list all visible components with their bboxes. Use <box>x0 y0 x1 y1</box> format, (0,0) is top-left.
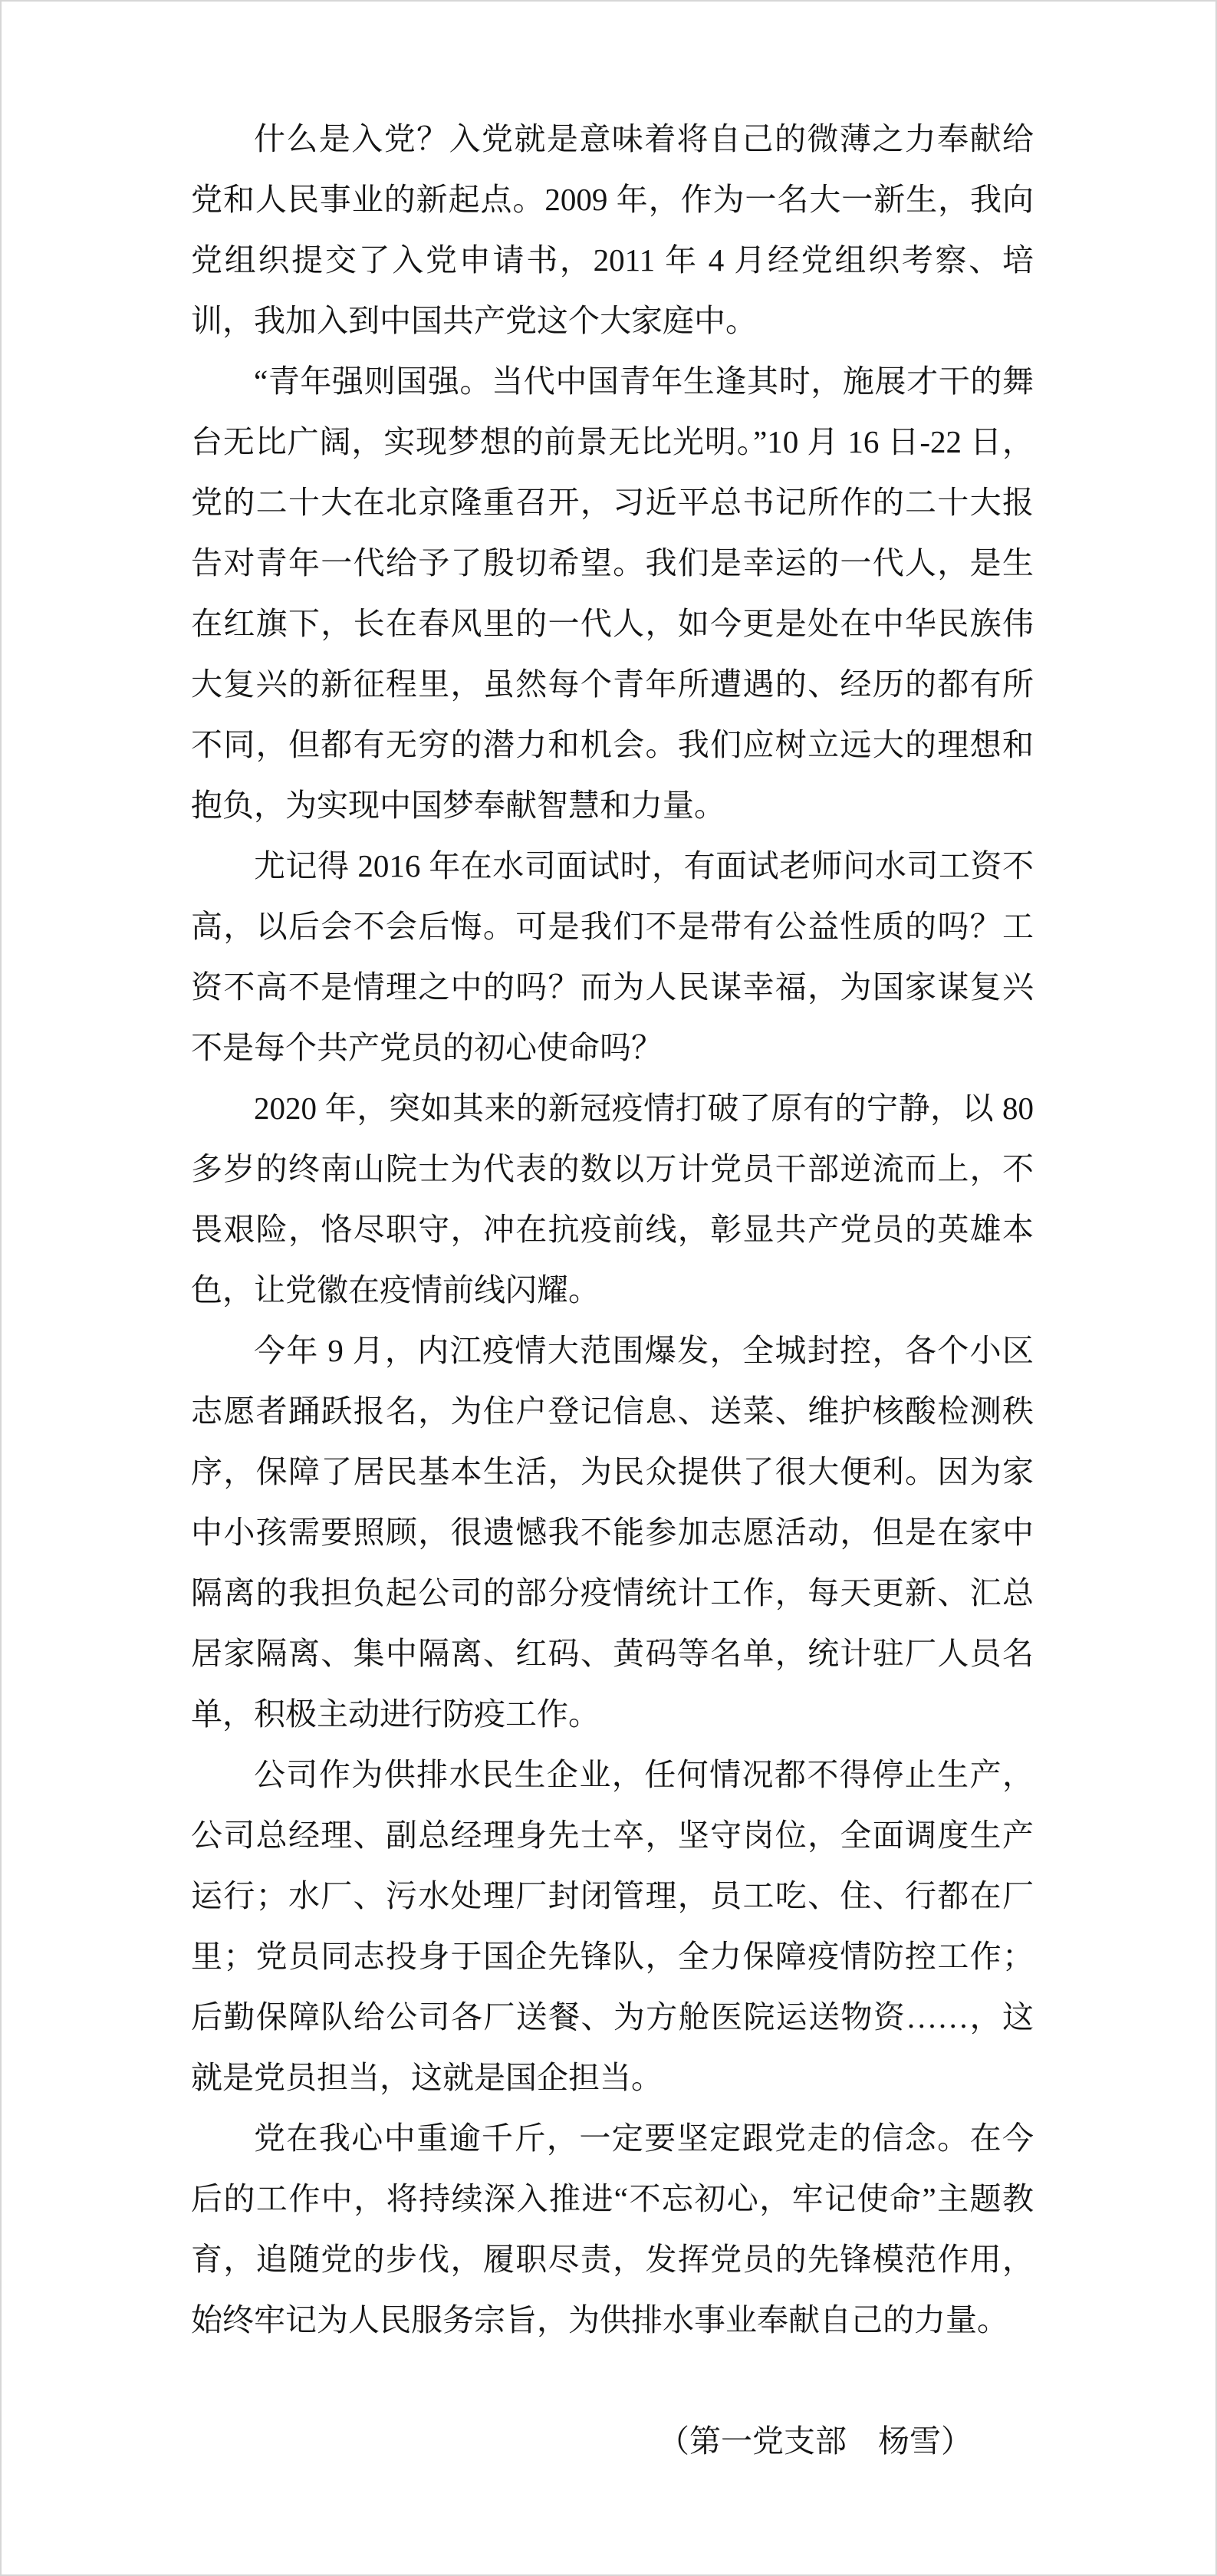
paragraph-what-is-joining-party: 什么是入党？入党就是意味着将自己的微薄之力奉献给党和人民事业的新起点。2009 年，作为一名大一新生，我向党组织提交了入党申请书，2011 年 4 月经党组织考察、培训，我加入到中国共产党这个大家庭中。 <box>191 121 1034 338</box>
paragraph-2016-interview: 尤记得 2016 年在水司面试时，有面试老师问水司工资不高，以后会不会后悔。可是我们不是带有公益性质的吗？工资不高不是情理之中的吗？而为人民谋幸福，为国家谋复兴不是每个共产党员的初心使命吗？ <box>191 848 1034 1065</box>
paragraph-youth-strong-20th-congress: “青年强则国强。当代中国青年生逢其时，施展才干的舞台无比广阔，实现梦想的前景无比光明。”10 月 16 日-22 日，党的二十大在北京隆重召开，习近平总书记所作的二十大报告对青年一代给予了殷切希望。我们是幸运的一代人，是生在红旗下，长在春风里的一代人，如今更是处在中华民族伟大复兴的新征程里，虽然每个青年所遭遇的、经历的都有所不同，但都有无穷的潜力和机会。我们应树立远大的理想和抱负，为实现中国梦奉献智慧和力量。 <box>191 364 1034 823</box>
paragraph-company-duty: 公司作为供排水民生企业，任何情况都不得停止生产，公司总经理、副总经理身先士卒，坚守岗位，全面调度生产运行；水厂、污水处理厂封闭管理，员工吃、住、行都在厂里；党员同志投身于国企先锋队，全力保障疫情防控工作；后勤保障队给公司各厂送餐、为方舱医院运送物资……，这就是党员担当，这就是国企担当。 <box>191 1757 1034 2095</box>
signature-line: （第一党支部 杨雪） <box>658 2423 972 2459</box>
essay-body <box>191 109 1034 2472</box>
paragraph-september-lockdown: 今年 9 月，内江疫情大范围爆发，全城封控，各个小区志愿者踊跃报名，为住户登记信息、送菜、维护核酸检测秩序，保障了居民基本生活，为民众提供了很大便利。因为家中小孩需要照顾，很遗憾我不能参加志愿活动，但是在家中隔离的我担负起公司的部分疫情统计工作，每天更新、汇总居家隔离、集中隔离、红码、黄码等名单，统计驻厂人员名单，积极主动进行防疫工作。 <box>191 1333 1034 1732</box>
paragraph-conclusion-faith: 党在我心中重逾千斤，一定要坚定跟党走的信念。在今后的工作中，将持续深入推进“不忘初心，牢记使命”主题教育，追随党的步伐，履职尽责，发挥党员的先锋模范作用，始终牢记为人民服务宗旨，为供排水事业奉献自己的力量。 <box>191 2120 1034 2337</box>
paragraph-2020-pandemic: 2020 年，突如其来的新冠疫情打破了原有的宁静，以 80 多岁的终南山院士为代表的数以万计党员干部逆流而上，不畏艰险，恪尽职守，冲在抗疫前线，彰显共产党员的英雄本色，让党徽在疫情前线闪耀。 <box>191 1091 1034 1308</box>
